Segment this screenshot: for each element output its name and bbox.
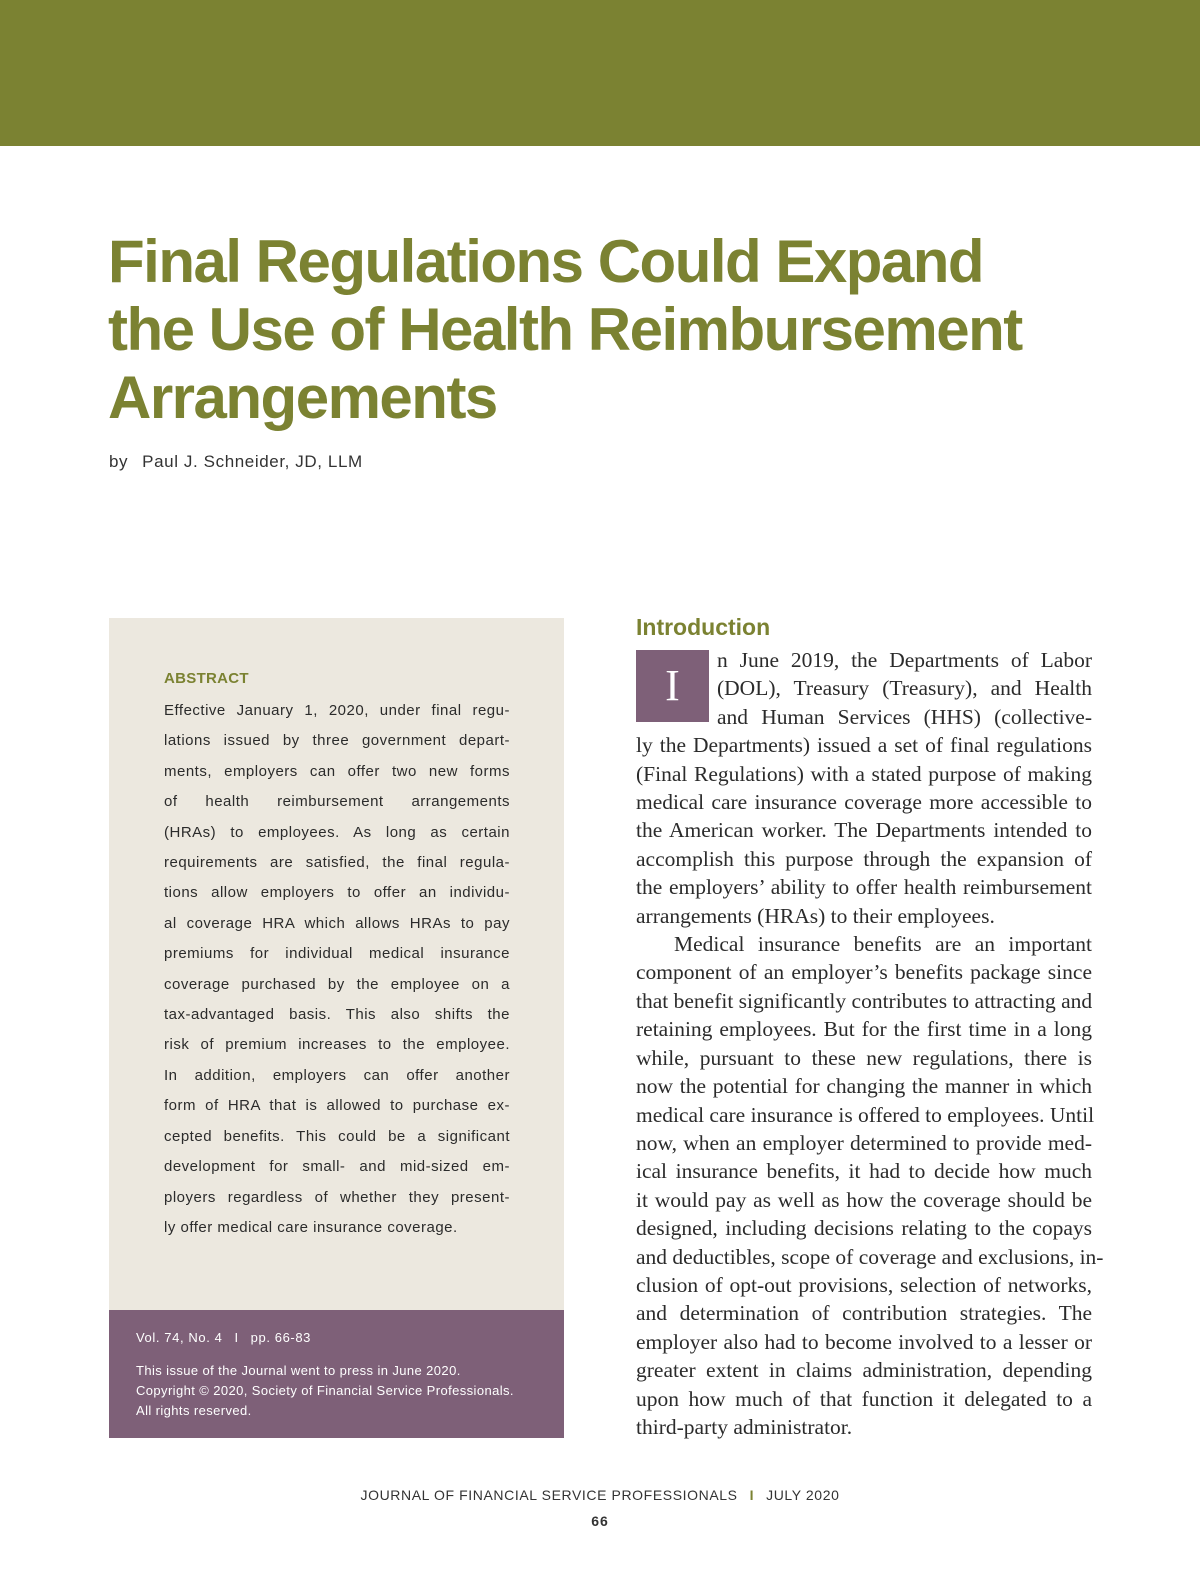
section-heading: Introduction <box>636 614 771 640</box>
abstract-heading: ABSTRACT <box>164 670 249 687</box>
body-line: (DOL), Treasury (Treasury), and Health <box>717 676 1092 701</box>
drop-cap: I <box>636 650 709 722</box>
abstract-line: (HRAs) to employees. As long as certain <box>164 823 510 841</box>
footer-separator: I <box>749 1487 755 1503</box>
abstract-line: tax-advantaged basis. This also shifts the <box>164 1006 510 1024</box>
body-line: the employers’ ability to offer health reimbursement <box>636 875 1092 900</box>
body-line: while, pursuant to these new regulations, there is <box>636 1045 1092 1070</box>
body-line: (Final Regulations) with a stated purpose of making <box>636 761 1092 786</box>
abstract-line: form of HRA that is allowed to purchase ex- <box>164 1097 510 1115</box>
abstract-line: ployers regardless of whether they present- <box>164 1188 510 1206</box>
page-number: 66 <box>591 1513 609 1529</box>
volume-number: Vol. 74, No. 4 <box>136 1330 223 1345</box>
body-line: the American worker. The Departments intended to <box>636 818 1092 843</box>
abstract-line: coverage purchased by the employee on a <box>164 975 510 993</box>
issue-date: JULY 2020 <box>766 1487 840 1503</box>
abstract-line: tions allow employers to offer an individu- <box>164 884 510 902</box>
abstract-line: lations issued by three government depart- <box>164 732 510 750</box>
body-line: accomplish this purpose through the expansion of <box>636 846 1092 871</box>
issue-info-panel <box>109 1310 564 1438</box>
title-line: the Use of Health Reimbursement <box>108 296 1022 363</box>
abstract-line: requirements are satisfied, the final regula- <box>164 854 510 872</box>
body-line: ly the Departments) issued a set of final regulations <box>636 733 1092 758</box>
abstract-line: development for small- and mid-sized em- <box>164 1158 510 1176</box>
title-line: Final Regulations Could Expand <box>108 228 984 295</box>
body-line: third-party administrator. <box>636 1414 853 1439</box>
body-line: greater extent in claims administration, depending <box>636 1358 1092 1383</box>
body-line: designed, including decisions relating to the copays <box>636 1216 1092 1241</box>
abstract-line: ments, employers can offer two new forms <box>164 762 510 780</box>
volume-info <box>136 1330 311 1345</box>
abstract-line: premiums for individual medical insurance <box>164 945 510 963</box>
author-name: Paul J. Schneider, JD, LLM <box>142 452 363 471</box>
body-line: arrangements (HRAs) to their employees. <box>636 903 995 928</box>
body-line: clusion of opt-out provisions, selection of networks, <box>636 1272 1092 1297</box>
abstract-line: ly offer medical care insurance coverage. <box>164 1218 458 1236</box>
body-line: n June 2019, the Departments of Labor <box>717 648 1092 672</box>
copyright-line: Copyright © 2020, Society of Financial Service Professionals. <box>136 1383 514 1398</box>
volume-separator: I <box>234 1330 239 1345</box>
body-line: now the potential for changing the manner in which <box>636 1074 1092 1099</box>
title-line: Arrangements <box>108 364 497 431</box>
body-line: that benefit significantly contributes to attracting and <box>636 988 1093 1013</box>
abstract-line: Effective January 1, 2020, under final regu- <box>164 702 510 719</box>
abstract-line: In addition, employers can offer another <box>164 1066 510 1084</box>
body-line: medical care insurance is offered to employees. Until <box>636 1102 1095 1127</box>
article-body <box>636 646 1104 1441</box>
byline-prefix: by <box>109 452 129 471</box>
copyright-note <box>136 1361 556 1421</box>
body-line: and Human Services (HHS) (collective- <box>717 704 1092 729</box>
body-line: and determination of contribution strategies. The <box>636 1301 1092 1326</box>
body-line: retaining employees. But for the first time in a long <box>636 1017 1092 1042</box>
copyright-line: All rights reserved. <box>136 1403 252 1418</box>
page-range: pp. 66-83 <box>250 1330 312 1345</box>
abstract-line: cepted benefits. This could be a significant <box>164 1127 510 1145</box>
abstract-text <box>164 696 510 1243</box>
header-banner <box>0 0 1200 146</box>
body-line: it would pay as well as how the coverage should be <box>636 1187 1092 1212</box>
abstract-line: al coverage HRA which allows HRAs to pay <box>164 914 510 932</box>
body-line: Medical insurance benefits are an important <box>674 932 1092 957</box>
body-line: now, when an employer determined to provide med- <box>636 1130 1092 1155</box>
byline <box>109 452 363 472</box>
article-title <box>108 228 1108 432</box>
running-footer <box>0 1487 1200 1503</box>
body-line: and deductibles, scope of coverage and exclusions, in- <box>636 1244 1104 1269</box>
copyright-line: This issue of the Journal went to press in June 2020. <box>136 1363 461 1378</box>
body-line: employer also had to become involved to a lesser or <box>636 1329 1092 1354</box>
body-line: medical care insurance coverage more accessible to <box>636 790 1092 815</box>
body-line: ical insurance benefits, it had to decide how much <box>636 1159 1092 1184</box>
journal-name: JOURNAL OF FINANCIAL SERVICE PROFESSIONALS <box>360 1487 738 1503</box>
body-line: component of an employer’s benefits package since <box>636 960 1092 985</box>
abstract-line: of health reimbursement arrangements <box>164 793 510 811</box>
abstract-line: risk of premium increases to the employee. <box>164 1036 510 1054</box>
body-line: upon how much of that function it delegated to a <box>636 1386 1092 1411</box>
